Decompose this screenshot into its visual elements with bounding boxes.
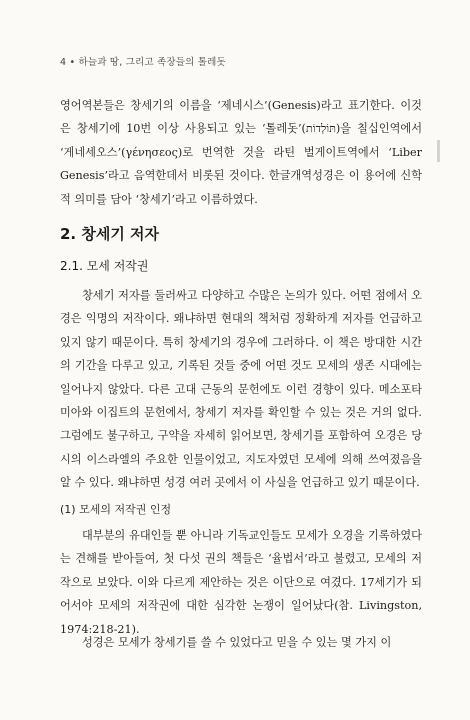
running-header: 4 • 하늘과 땅, 그리고 족장들의 톨레돗	[60, 57, 226, 68]
authorship-paragraph: 창세기 저자를 둘러싸고 다양하고 수많은 논의가 있다. 어떤 점에서 오경은 익명의 저작이다. 왜냐하면 현대의 책처럼 정확하게 저자를 언급하고 있지 않기 때문이다. 특히 창세기의 경우에 그러하다. 이 책은 방대한 시간의 기간을 다루고 있고, 기록된 것들 중에 어떤 것도 모세의 생존 시대에는 일어나지 않았다. 다른 고대 근동의 문헌에도 이런 경향이 있다. 메소포타미아와 이집트의 문헌에서, 창세기 저자를 확인할 수 있는 것은 거의 없다. 그럼에도 불구하고, 구약을 자세히 읽어보면, 창세기를 포함하여 오경은 당시의 이스라엘의 주요한 인물이었고, 지도자였던 모세에 의해 쓰여졌음을 알 수 있다. 왜냐하면 성경 여러 곳에서 이 사실을 언급하고 있기 때문이다.	[60, 289, 422, 490]
intro-paragraph: 영어역본들은 창세기의 이름을 ‘제네시스’(Genesis)라고 표기한다. 이것은 창세기에 10번 이상 사용되고 있는 ‘톨레돗’(תּוֹלְדוֹת)을 칠십인역에서 ‘게네세오스’(γένησεος)로 번역한 것을 라틴 벌게이트역에서 ‘Liber Genesis’라고 음역한데서 비롯된 것이다. 한글개역성경은 이 용어에 신학적 의미를 담아 ‘창세기’라고 이름하였다.	[60, 99, 422, 206]
section-heading: 2. 창세기 저자	[60, 225, 160, 243]
scripture-paragraph: 성경은 모세가 창세기를 쓸 수 있었다고 믿을 수 있는 몇 가지 이	[82, 636, 392, 649]
margin-mark	[437, 140, 440, 162]
acceptance-paragraph: 대부분의 유대인들 뿐 아니라 기독교인들도 모세가 오경을 기록하였다는 견해를 받아들여, 첫 다섯 권의 책들은 ‘율법서’라고 불렸고, 모세의 저작으로 보았다. 이와 다르게 제안하는 것은 이단으로 여겼다. 17세기가 되어서야 모세의 저작권에 대한 심각한 논쟁이 일어났다(참. Livingston, 1974:218-21).	[60, 529, 422, 636]
subsubsection-heading: (1) 모세의 저작권 인정	[60, 503, 172, 516]
subsection-heading: 2.1. 모세 저작권	[60, 259, 149, 273]
